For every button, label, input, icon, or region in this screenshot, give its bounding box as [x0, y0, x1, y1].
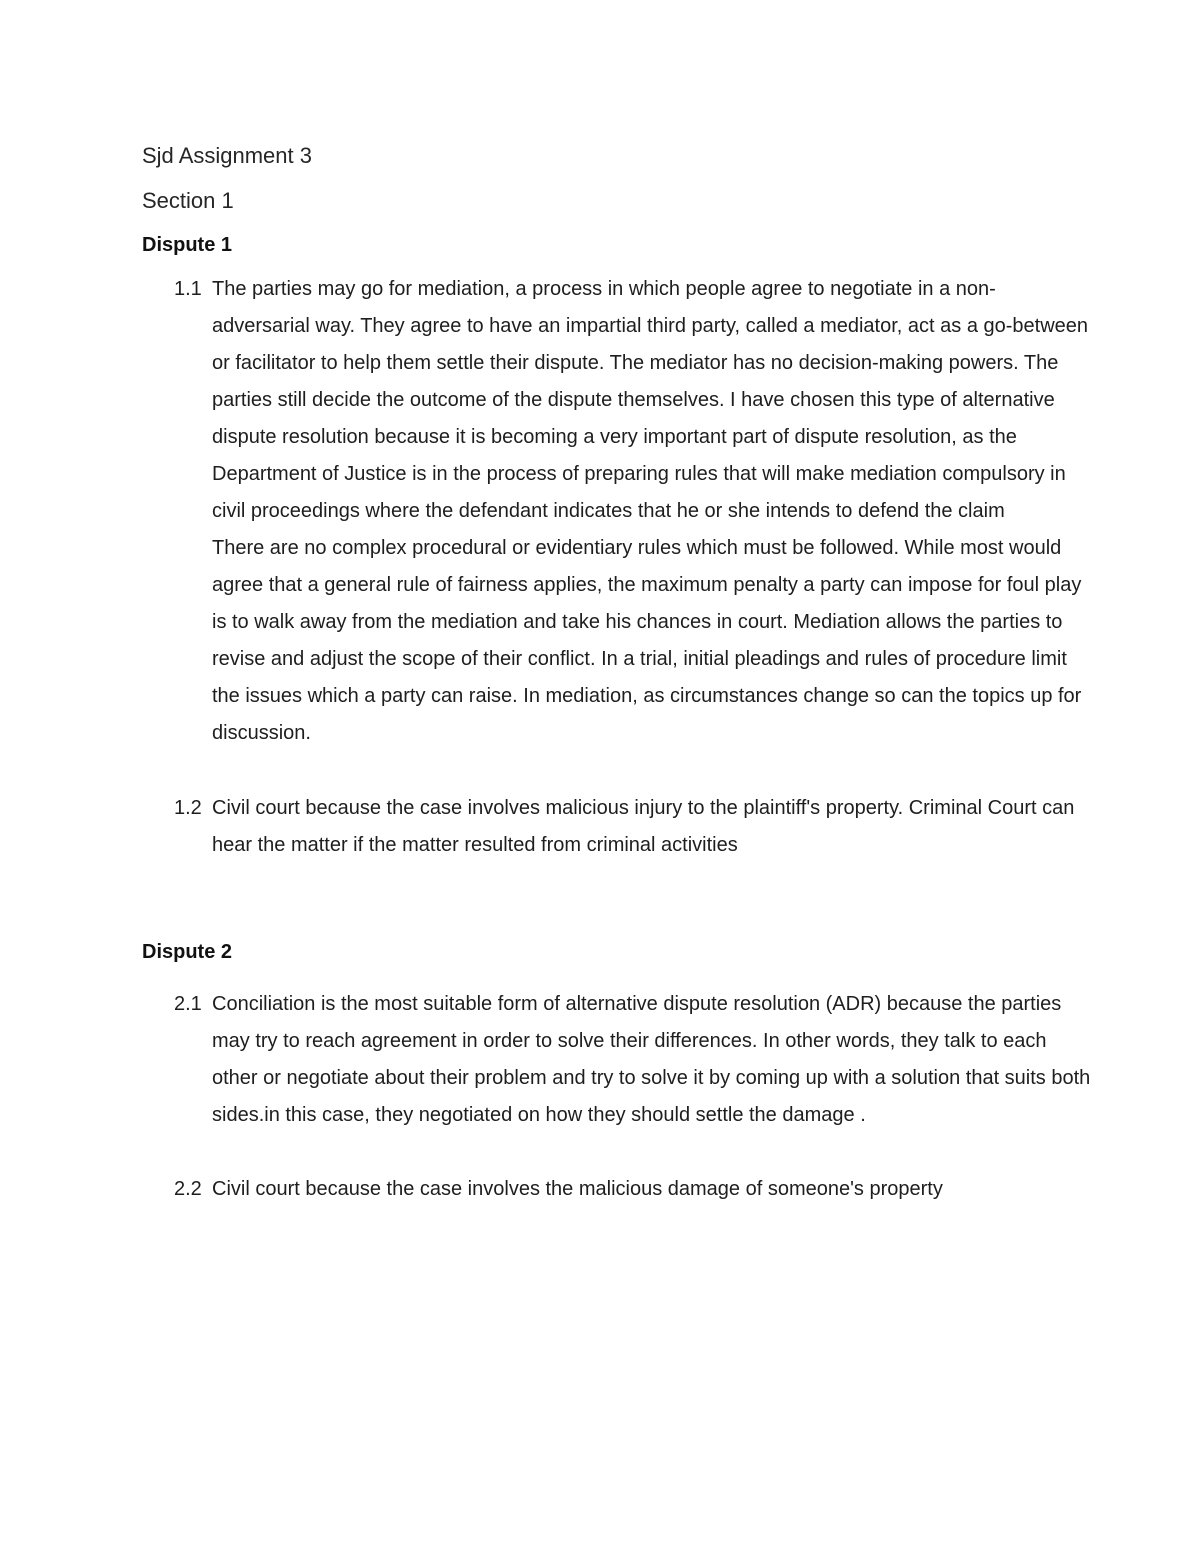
- item-number: 1.2: [174, 797, 202, 819]
- item-paragraph: Civil court because the case involves malicious injury to the plaintiff's property. Criminal Court can hear the matter if the matter resulted from criminal activities: [212, 797, 1075, 856]
- document-title: Sjd Assignment 3: [142, 143, 312, 168]
- list-item-2-1: [174, 986, 1092, 1134]
- item-number: 2.2: [174, 1178, 202, 1200]
- list-item-1-2: [174, 790, 1092, 864]
- item-paragraph: There are no complex procedural or evidentiary rules which must be followed. While most would agree that a general rule of fairness applies, the maximum penalty a party can impose for foul play is to walk away from the mediation and take his chances in court. Mediation allows the parties to revise and adjust the scope of their conflict. In a trial, initial pleadings and rules of procedure limit the issues which a party can raise. In mediation, as circumstances change so can the topics up for discussion.: [212, 537, 1082, 744]
- dispute-2-heading: Dispute 2: [142, 941, 233, 963]
- list-item-2-2: [174, 1171, 1092, 1208]
- item-paragraph: Conciliation is the most suitable form of alternative dispute resolution (ADR) because the parties may try to reach agreement in order to solve their differences. In other words, they talk to each other or negotiate about their problem and try to solve it by coming up with a solution that suits both sides.in this case, they negotiated on how they should settle the damage .: [212, 993, 1091, 1126]
- item-paragraph: The parties may go for mediation, a process in which people agree to negotiate in a non-adversarial way. They agree to have an impartial third party, called a mediator, act as a go-between or facilitator to help them settle their dispute. The mediator has no decision-making powers. The parties still decide the outcome of the dispute themselves. I have chosen this type of alternative dispute resolution because it is becoming a very important part of dispute resolution, as the Department of Justice is in the process of preparing rules that will make mediation compulsory in civil proceedings where the defendant indicates that he or she intends to defend the claim: [212, 278, 1089, 522]
- item-number: 2.1: [174, 993, 202, 1015]
- item-number: 1.1: [174, 278, 202, 300]
- section-title: Section 1: [142, 188, 234, 213]
- list-item-1-1: [174, 271, 1092, 752]
- item-paragraph: Civil court because the case involves the malicious damage of someone's property: [212, 1178, 943, 1200]
- dispute-1-heading: Dispute 1: [142, 234, 233, 256]
